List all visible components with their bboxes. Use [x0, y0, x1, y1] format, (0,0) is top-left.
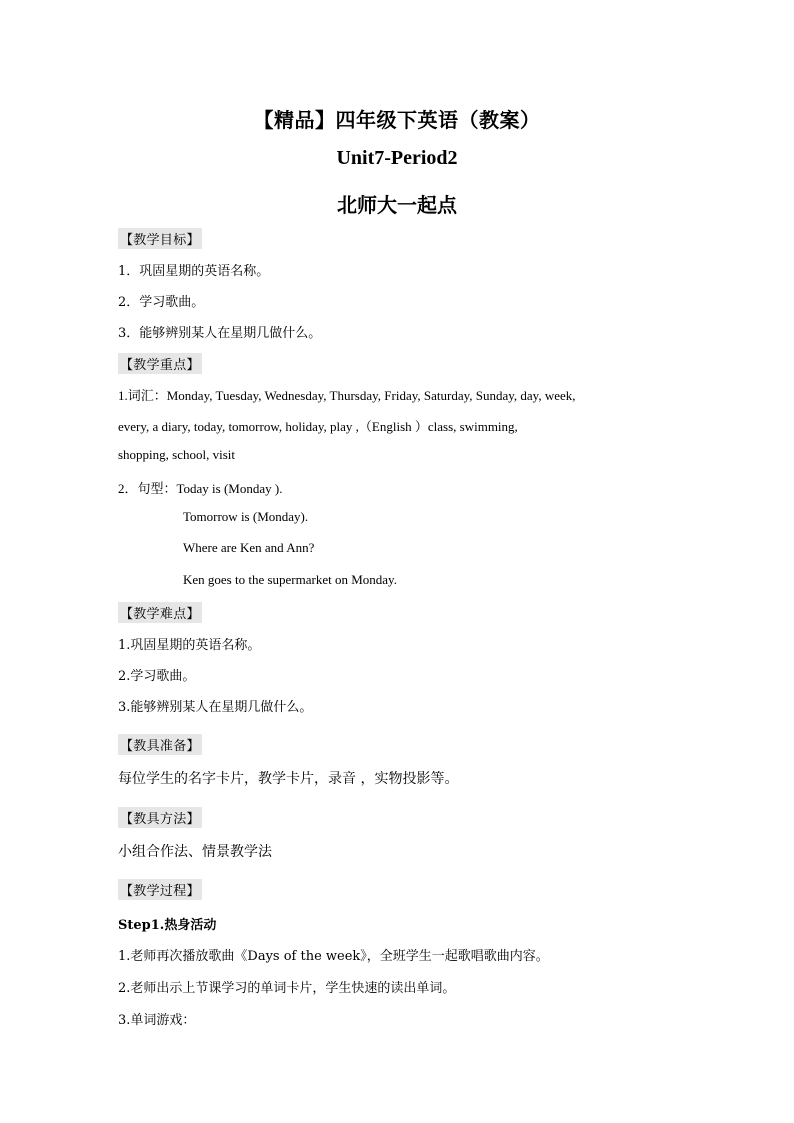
difficulty-item: 3.能够辨别某人在星期几做什么。: [118, 700, 313, 715]
materials-text: 每位学生的名字卡片，教学卡片，录音 ，实物投影等。: [118, 771, 459, 787]
step-title: Step1.热身活动: [118, 918, 217, 933]
sentence-pattern: Tomorrow is (Monday).: [183, 509, 309, 524]
section-heading-methods: 【教具方法】: [118, 807, 202, 828]
process-item: 3.单词游戏：: [118, 1013, 196, 1028]
section-heading-key-points: 【教学重点】: [118, 353, 202, 374]
process-item: 2.老师出示上节课学习的单词卡片，学生快速的读出单词。: [118, 981, 456, 996]
section-heading-process: 【教学过程】: [118, 879, 202, 900]
section-heading-difficulties: 【教学难点】: [118, 602, 202, 623]
goal-item: 2．学习歌曲。: [118, 295, 205, 310]
sentence-pattern-label: 2．句型：Today is (Monday ).: [118, 481, 283, 496]
vocab-line: every, a diary, today, tomorrow, holiday, play ,（English ）class, swimming,: [118, 419, 518, 434]
section-heading-materials: 【教具准备】: [118, 734, 202, 755]
publisher-title: 北师大一起点: [337, 193, 457, 217]
sentence-pattern: Where are Ken and Ann?: [183, 540, 315, 555]
difficulty-item: 2.学习歌曲。: [118, 669, 196, 684]
document-title: 【精品】四年级下英语（教案）: [253, 108, 541, 132]
vocab-line: 1.词汇：Monday, Tuesday, Wednesday, Thursday, Friday, Saturday, Sunday, day, week,: [118, 388, 576, 403]
difficulty-item: 1.巩固星期的英语名称。: [118, 638, 261, 653]
methods-text: 小组合作法、情景教学法: [118, 844, 272, 860]
goal-item: 1．巩固星期的英语名称。: [118, 264, 270, 279]
vocab-line: shopping, school, visit: [118, 447, 236, 462]
sentence-pattern: Ken goes to the supermarket on Monday.: [183, 572, 397, 587]
section-heading-goals: 【教学目标】: [118, 228, 202, 249]
goal-item: 3．能够辨别某人在星期几做什么。: [118, 326, 322, 341]
unit-title: Unit7-Period2: [336, 147, 458, 169]
process-item: 1.老师再次播放歌曲《Days of the week》，全班学生一起歌唱歌曲内容。: [118, 949, 549, 964]
